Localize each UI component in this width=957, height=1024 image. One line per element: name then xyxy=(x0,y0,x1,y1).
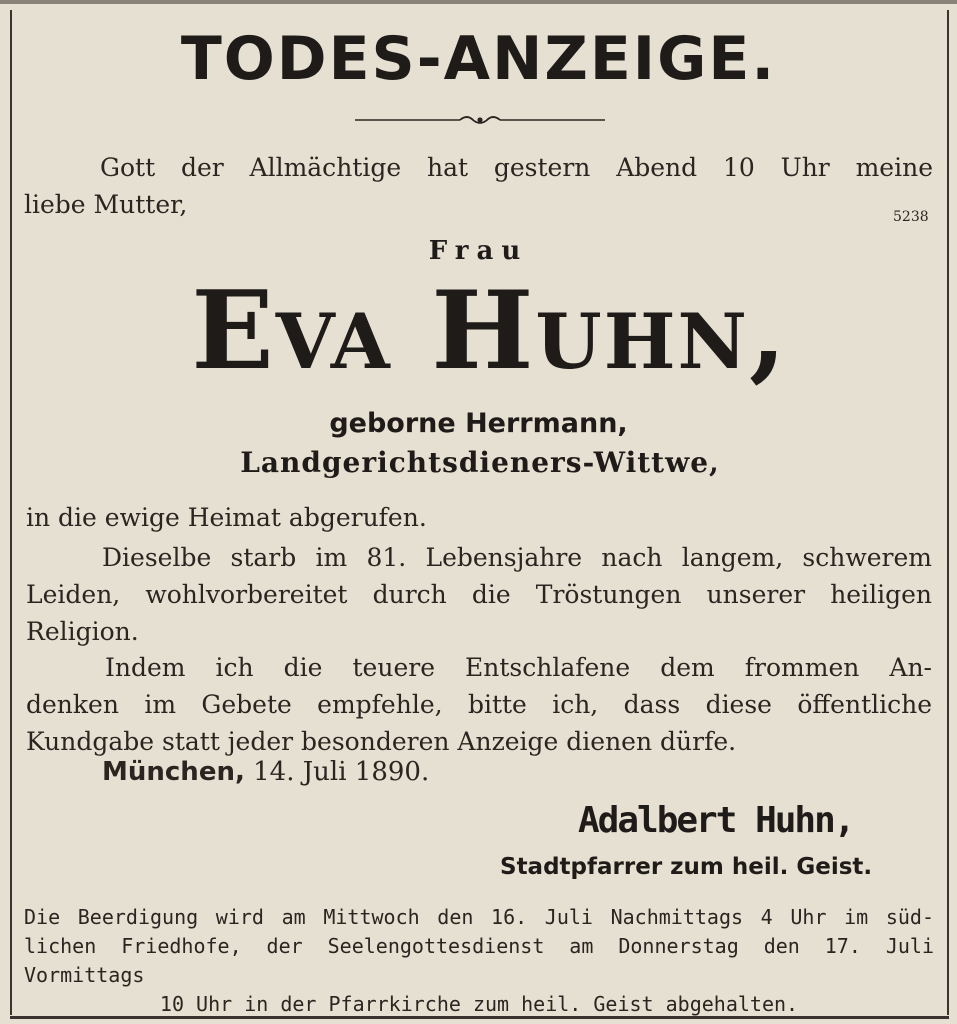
reference-number: 5238 xyxy=(893,209,929,225)
request-line-1: Indem ich die teuere Entschlafene dem frommen An- xyxy=(105,653,932,682)
called-home-line: in die ewige Heimat abgerufen. xyxy=(26,503,427,532)
funeral-line-2: lichen Friedhofe, der Seelengottesdienst am Donnerstag den 17. Juli Vormittags xyxy=(24,934,934,987)
signature-title: Stadtpfarrer zum heil. Geist. xyxy=(500,854,873,880)
notice-title: TODES-ANZEIGE. xyxy=(180,24,777,94)
ornament-divider-icon xyxy=(355,113,605,127)
request-line-3: Kundgabe statt jeder besonderen Anzeige dienen dürfe. xyxy=(26,727,737,756)
place-and-date xyxy=(102,757,429,787)
death-line-1: Dieselbe starb im 81. Lebensjahre nach langem, schwerem xyxy=(102,543,932,572)
top-rule xyxy=(0,0,957,4)
deceased-name: Eva Huhn, xyxy=(191,268,789,394)
place: München, xyxy=(102,757,245,787)
occupation: Landgerichtsdieners-Wittwe, xyxy=(240,446,720,479)
funeral-line-3: 10 Uhr in der Pfarrkirche zum heil. Geist abgehalten. xyxy=(159,992,799,1016)
honorific: Frau xyxy=(428,236,529,266)
signature-name: Adalbert Huhn, xyxy=(578,800,854,841)
intro-line-2: liebe Mutter, xyxy=(24,190,188,219)
death-line-3: Religion. xyxy=(26,617,139,646)
death-line-2: Leiden, wohlvorbereitet durch die Tröstungen unserer heiligen xyxy=(26,580,932,609)
intro-line-1: Gott der Allmächtige hat gestern Abend 10 Uhr meine xyxy=(100,153,933,182)
request-line-2: denken im Gebete empfehle, bitte ich, dass diese öffentliche xyxy=(26,690,932,719)
maiden-name: geborne Herrmann, xyxy=(329,408,628,439)
date: 14. Juli 1890. xyxy=(253,757,430,787)
funeral-notice xyxy=(24,903,934,1019)
funeral-line-1: Die Beerdigung wird am Mittwoch den 16. Juli Nachmittags 4 Uhr im süd- xyxy=(24,905,934,929)
